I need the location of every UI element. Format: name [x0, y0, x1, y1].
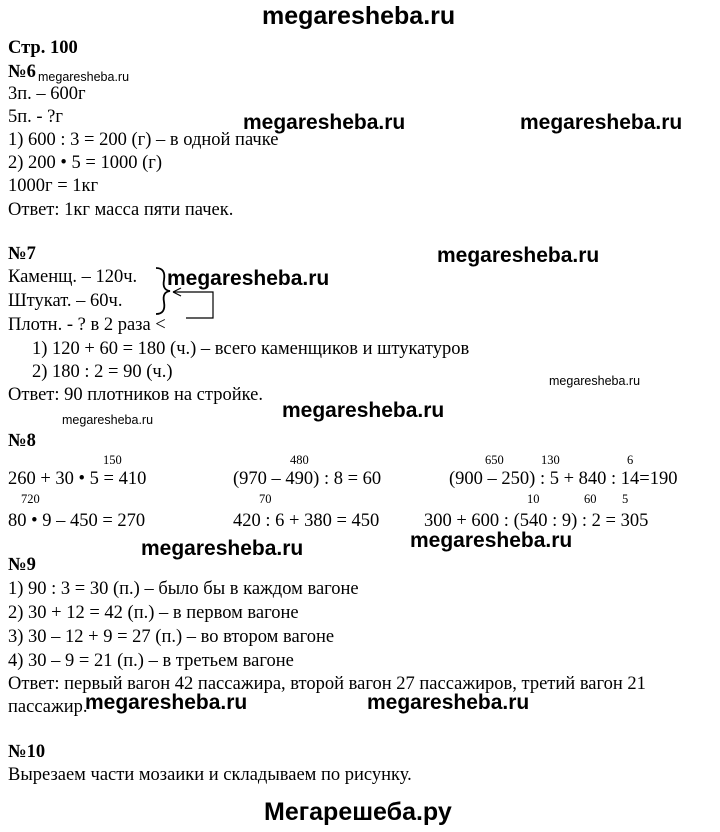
- watermark-large: megaresheba.ru: [141, 537, 304, 560]
- watermark-large: megaresheba.ru: [367, 691, 530, 714]
- task9-line: 3) 30 – 12 + 9 = 27 (п.) – во втором вагоне: [8, 627, 335, 647]
- watermark-large: megaresheba.ru: [85, 691, 248, 714]
- task8-expression: (970 – 490) : 8 = 60: [233, 469, 382, 489]
- intermediate-result: 70: [259, 492, 272, 506]
- intermediate-result: 10: [527, 492, 540, 506]
- task9-number: №9: [8, 555, 36, 575]
- watermark-large: megaresheba.ru: [410, 529, 573, 552]
- intermediate-result: 150: [103, 453, 122, 467]
- watermark-small: megaresheba.ru: [38, 70, 130, 84]
- task6-line: 1000г = 1кг: [8, 176, 99, 196]
- intermediate-result: 60: [584, 492, 597, 506]
- task6-line: 2) 200 • 5 = 1000 (г): [8, 153, 162, 173]
- footer-site-name: Мегарешеба.ру: [264, 798, 452, 826]
- watermark-large: megaresheba.ru: [437, 244, 600, 267]
- task8-expression: 300 + 600 : (540 : 9) : 2 = 305: [424, 511, 649, 531]
- task6-number: №6: [8, 62, 36, 82]
- task10-text: Вырезаем части мозаики и складываем по рисунку.: [8, 765, 412, 785]
- page-label: Стр. 100: [8, 38, 78, 58]
- task6-line: 3п. – 600г: [8, 84, 86, 104]
- task10-number: №10: [8, 742, 46, 762]
- watermark-large: megaresheba.ru: [167, 267, 330, 290]
- intermediate-result: 650: [485, 453, 504, 467]
- task8-expression: 420 : 6 + 380 = 450: [233, 511, 380, 531]
- header-site-name: megaresheba.ru: [262, 2, 456, 30]
- task7-line-plasterers: Штукат. – 60ч.: [8, 291, 123, 311]
- watermark-small: megaresheba.ru: [62, 413, 154, 427]
- intermediate-result: 5: [622, 492, 629, 506]
- task7-step: 1) 120 + 60 = 180 (ч.) – всего каменщиков и штукатуров: [32, 339, 470, 359]
- watermark-large: megaresheba.ru: [243, 111, 406, 134]
- task7-line-carpenters: Плотн. - ? в 2 раза <: [8, 315, 166, 335]
- watermark-small: megaresheba.ru: [549, 374, 641, 388]
- task8-expression: 260 + 30 • 5 = 410: [8, 469, 147, 489]
- return-arrow-line: [173, 292, 213, 318]
- task6-line: 1) 600 : 3 = 200 (г) – в одной пачке: [8, 130, 279, 150]
- intermediate-result: 480: [290, 453, 309, 467]
- watermark-large: megaresheba.ru: [520, 111, 683, 134]
- task9-answer-cont: пассажир.: [8, 697, 88, 717]
- task7-answer: Ответ: 90 плотников на стройке.: [8, 385, 263, 405]
- task9-line: 2) 30 + 12 = 42 (п.) – в первом вагоне: [8, 603, 299, 623]
- task8-expression: (900 – 250) : 5 + 840 : 14=190: [449, 469, 678, 489]
- intermediate-result: 6: [627, 453, 634, 467]
- task7-number: №7: [8, 244, 36, 264]
- task8-expression: 80 • 9 – 450 = 270: [8, 511, 146, 531]
- task7-line-masons: Каменщ. – 120ч.: [8, 267, 138, 287]
- task7-step: 2) 180 : 2 = 90 (ч.): [32, 362, 173, 382]
- task9-answer: Ответ: первый вагон 42 пассажира, второй вагон 27 пассажиров, третий вагон 21: [8, 674, 646, 694]
- intermediate-result: 720: [21, 492, 40, 506]
- task6-line: 5п. - ?г: [8, 107, 63, 127]
- task6-answer: Ответ: 1кг масса пяти пачек.: [8, 200, 234, 220]
- task9-line: 1) 90 : 3 = 30 (п.) – было бы в каждом вагоне: [8, 579, 359, 599]
- task8-number: №8: [8, 431, 36, 451]
- task9-line: 4) 30 – 9 = 21 (п.) – в третьем вагоне: [8, 651, 294, 671]
- intermediate-result: 130: [541, 453, 560, 467]
- watermark-large: megaresheba.ru: [282, 399, 445, 422]
